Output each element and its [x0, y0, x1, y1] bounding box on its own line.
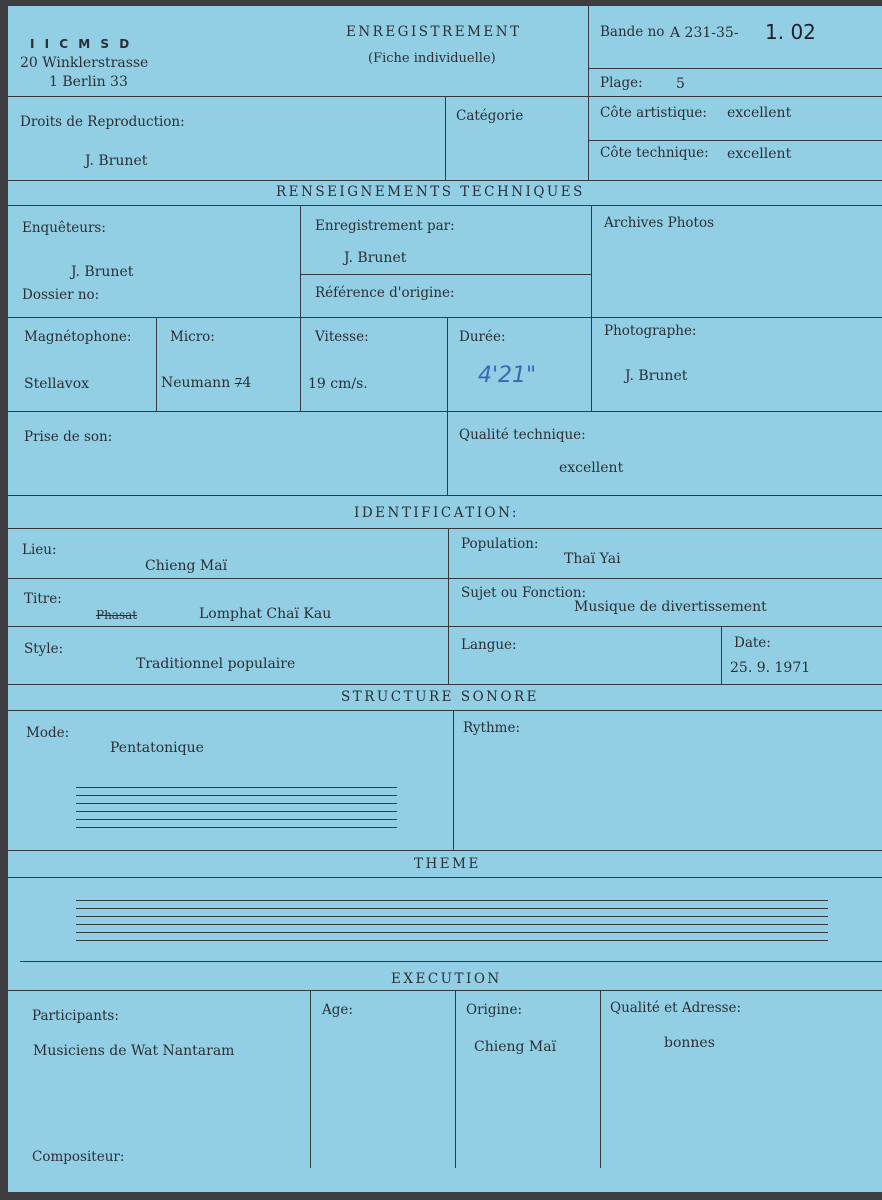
divider: [8, 205, 882, 206]
micro-model: Neumann: [161, 375, 231, 391]
staff-line: [76, 787, 397, 788]
style-value: Traditionnel populaire: [136, 656, 296, 672]
institute-name: I I C M S D: [30, 37, 133, 51]
date-label: Date:: [734, 635, 771, 651]
rights-value: J. Brunet: [85, 153, 148, 169]
section-heading-theme: THEME: [414, 856, 481, 872]
cote-technique-value: excellent: [727, 146, 792, 162]
divider: [156, 317, 157, 411]
origine-value: Chieng Maï: [474, 1039, 557, 1055]
staff-line: [76, 803, 397, 804]
age-label: Age:: [322, 1002, 353, 1018]
plage-label: Plage:: [600, 75, 643, 91]
form-subtitle: (Fiche individuelle): [368, 51, 496, 66]
plage-value: 5: [676, 76, 685, 92]
divider: [588, 6, 589, 180]
divider: [8, 710, 882, 711]
divider: [588, 140, 882, 141]
divider: [8, 317, 882, 318]
titre-value: Lomphat Chaï Kau: [199, 606, 332, 622]
cote-artistique-label: Côte artistique:: [600, 105, 707, 121]
mode-value: Pentatonique: [110, 740, 204, 756]
divider: [310, 990, 311, 1168]
divider: [8, 180, 882, 181]
dossier-label: Dossier no:: [22, 287, 100, 303]
enregistrement-value: J. Brunet: [344, 250, 407, 266]
cote-technique-label: Côte technique:: [600, 145, 709, 161]
form-title: ENREGISTREMENT: [346, 24, 522, 40]
style-label: Style:: [24, 641, 64, 657]
staff-line: [76, 811, 397, 812]
institute-street: 20 Winklerstrasse: [20, 55, 149, 71]
rythme-label: Rythme:: [463, 720, 521, 736]
divider: [8, 411, 882, 412]
enqueteurs-label: Enquêteurs:: [22, 220, 106, 236]
participants-value: Musiciens de Wat Nantaram: [33, 1043, 235, 1059]
section-heading-identification: IDENTIFICATION:: [354, 505, 519, 521]
micro-value: [161, 376, 251, 390]
divider: [8, 684, 882, 685]
micro-struck-digit: 7: [234, 376, 243, 390]
divider: [8, 850, 882, 851]
category-label: Catégorie: [456, 108, 524, 124]
staff-line: [76, 900, 828, 901]
photographe-value: J. Brunet: [625, 368, 688, 384]
reference-label: Référence d'origine:: [315, 285, 455, 301]
staff-line: [76, 924, 828, 925]
divider: [448, 528, 449, 684]
bande-handwritten: 1. 02: [765, 20, 816, 44]
micro-label: Micro:: [170, 329, 215, 345]
magnetophone-label: Magnétophone:: [24, 329, 132, 345]
divider: [588, 68, 882, 69]
divider: [300, 205, 301, 411]
divider: [8, 990, 882, 991]
qualite-technique-value: excellent: [559, 460, 624, 476]
sujet-value: Musique de divertissement: [574, 599, 767, 615]
divider: [8, 877, 882, 878]
compositeur-label: Compositeur:: [32, 1149, 125, 1165]
divider: [8, 626, 882, 627]
divider: [445, 96, 446, 180]
mode-label: Mode:: [26, 725, 70, 741]
staff-line: [76, 908, 828, 909]
qualite-technique-label: Qualité technique:: [459, 427, 586, 443]
divider: [591, 205, 592, 411]
staff-line: [76, 795, 397, 796]
vitesse-value: 19 cm/s.: [308, 376, 368, 392]
lieu-label: Lieu:: [22, 542, 57, 558]
bande-value: A 231-35-: [670, 25, 739, 41]
population-value: Thaï Yai: [564, 551, 621, 567]
divider: [8, 578, 882, 579]
lieu-value: Chieng Maï: [145, 558, 228, 574]
staff-line: [76, 916, 828, 917]
staff-line: [76, 827, 397, 828]
staff-line: [76, 819, 397, 820]
divider: [447, 317, 448, 495]
date-value: 25. 9. 1971: [730, 660, 811, 676]
divider: [20, 961, 882, 962]
divider: [721, 626, 722, 684]
enqueteurs-value: J. Brunet: [71, 264, 134, 280]
staff-line: [76, 940, 828, 941]
duree-label: Durée:: [459, 329, 506, 345]
rights-label: Droits de Reproduction:: [20, 114, 185, 130]
cote-artistique-value: excellent: [727, 105, 792, 121]
enregistrement-label: Enregistrement par:: [315, 218, 455, 234]
titre-struck-word: Phasat: [96, 608, 138, 622]
record-card: [8, 6, 882, 1192]
magnetophone-value: Stellavox: [24, 376, 90, 392]
vitesse-label: Vitesse:: [315, 329, 369, 345]
sujet-label: Sujet ou Fonction:: [461, 585, 587, 601]
institute-city: 1 Berlin 33: [49, 74, 128, 90]
divider: [600, 990, 601, 1168]
divider: [455, 990, 456, 1168]
divider: [8, 495, 882, 496]
section-heading-execution: EXECUTION: [391, 971, 502, 987]
archives-photos-label: Archives Photos: [604, 215, 714, 231]
bande-label: Bande no: [600, 24, 665, 40]
langue-label: Langue:: [461, 637, 517, 653]
micro-digit: 4: [242, 375, 252, 391]
qualite-adresse-label: Qualité et Adresse:: [610, 1000, 742, 1016]
origine-label: Origine:: [466, 1002, 523, 1018]
divider: [453, 710, 454, 850]
prise-de-son-label: Prise de son:: [24, 429, 113, 445]
photographe-label: Photographe:: [604, 323, 697, 339]
section-heading-technical: RENSEIGNEMENTS TECHNIQUES: [276, 184, 585, 200]
divider: [8, 528, 882, 529]
divider: [300, 274, 591, 275]
participants-label: Participants:: [32, 1008, 119, 1024]
section-heading-structure: STRUCTURE SONORE: [341, 689, 540, 705]
staff-line: [76, 932, 828, 933]
duree-value: 4'21": [478, 363, 537, 388]
qualite-adresse-value: bonnes: [664, 1035, 715, 1051]
titre-label: Titre:: [24, 591, 62, 607]
population-label: Population:: [461, 536, 539, 552]
